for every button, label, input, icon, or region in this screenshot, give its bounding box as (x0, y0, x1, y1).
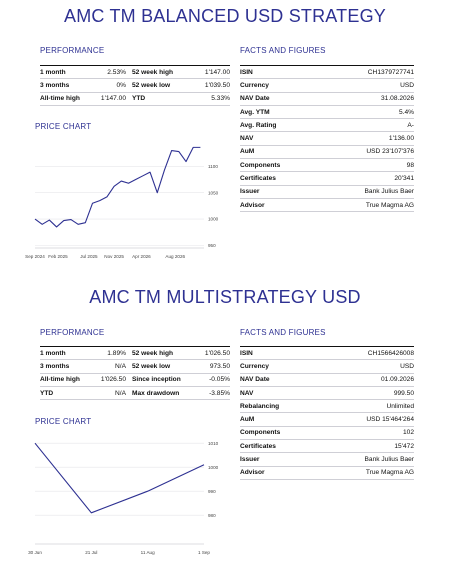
facts-label: ISIN (240, 66, 310, 79)
performance-row (40, 347, 230, 360)
performance-label: 52 week high (126, 347, 196, 360)
facts-label: NAV Date (240, 373, 310, 386)
facts-row (240, 360, 414, 373)
performance-value: 1'147.00 (196, 66, 230, 79)
facts-label: Avg. Rating (240, 119, 310, 132)
facts-row (240, 413, 414, 426)
facts-value: 1'136.00 (310, 132, 414, 145)
facts-row (240, 145, 414, 158)
facts-value: 98 (310, 159, 414, 172)
performance-label: 1 month (40, 66, 96, 79)
facts-value: USD (310, 79, 414, 92)
performance-row (40, 373, 230, 386)
facts-row (240, 119, 414, 132)
facts-row (240, 132, 414, 145)
x-tick-label: 1 Sep (197, 550, 211, 555)
performance-label: Max drawdown (126, 386, 196, 399)
facts-row (240, 185, 414, 198)
facts-value: CH1379727741 (310, 66, 414, 79)
performance-label: 3 months (40, 79, 96, 92)
facts-value: Bank Julius Baer (310, 453, 414, 466)
facts-label: AuM (240, 145, 310, 158)
performance-label: YTD (40, 386, 96, 399)
facts-value: 31.08.2026 (310, 92, 414, 105)
performance-value: 0% (96, 79, 126, 92)
x-tick-label: Nov 2025 (104, 254, 124, 259)
strategy-1-facts-label: FACTS AND FIGURES (240, 46, 326, 55)
performance-value: 1'147.00 (96, 92, 126, 105)
performance-label: 3 months (40, 360, 96, 373)
facts-label: Currency (240, 79, 310, 92)
strategy-1-price-chart-label: PRICE CHART (35, 122, 92, 131)
y-tick-label: 1000 (208, 216, 219, 222)
x-tick-label: Sep 2024 (25, 254, 45, 259)
y-tick-label: 1000 (208, 464, 219, 470)
facts-label: NAV Date (240, 92, 310, 105)
facts-value: 5.4% (310, 105, 414, 118)
y-tick-label: 990 (208, 488, 216, 494)
x-tick-label: Aug 2026 (165, 254, 186, 259)
performance-value: N/A (96, 360, 126, 373)
facts-value: USD (310, 360, 414, 373)
strategy-2-facts-table (240, 346, 414, 480)
facts-row (240, 426, 414, 439)
facts-row (240, 198, 414, 211)
facts-label: Components (240, 426, 310, 439)
facts-label: Components (240, 159, 310, 172)
facts-value: 01.09.2026 (310, 373, 414, 386)
facts-row (240, 347, 414, 360)
facts-row (240, 66, 414, 79)
y-tick-label: 950 (208, 242, 216, 248)
performance-row (40, 79, 230, 92)
x-tick-label: Feb 2025 (48, 254, 68, 259)
performance-row (40, 92, 230, 105)
performance-label: Since inception (126, 373, 196, 386)
x-tick-label: 21 Jul (85, 550, 98, 555)
strategy-1-price-chart (25, 134, 228, 264)
facts-label: Issuer (240, 185, 310, 198)
facts-value: 15'472 (310, 440, 414, 453)
performance-value: 973.50 (196, 360, 230, 373)
strategy-2-price-chart-label: PRICE CHART (35, 417, 92, 426)
performance-row (40, 360, 230, 373)
facts-row (240, 172, 414, 185)
facts-label: NAV (240, 132, 310, 145)
facts-label: Rebalancing (240, 400, 310, 413)
facts-label: Avg. YTM (240, 105, 310, 118)
facts-value: Bank Julius Baer (310, 185, 414, 198)
strategy-2-title: AMC TM MULTISTRATEGY USD (89, 287, 361, 307)
facts-value: USD 23'107'376 (310, 145, 414, 158)
performance-value: 2.53% (96, 66, 126, 79)
performance-value: 1'026.50 (96, 373, 126, 386)
strategy-1-facts-table (240, 65, 414, 212)
performance-value: 1'026.50 (196, 347, 230, 360)
x-tick-label: 30 Jun (28, 550, 42, 555)
performance-value: -3.85% (196, 386, 230, 399)
strategy-1-performance-table (40, 65, 230, 106)
facts-label: NAV (240, 386, 310, 399)
facts-row (240, 453, 414, 466)
facts-value: 20'341 (310, 172, 414, 185)
facts-label: Advisor (240, 198, 310, 211)
facts-value: A- (310, 119, 414, 132)
performance-value: 1.89% (96, 347, 126, 360)
facts-label: Issuer (240, 453, 310, 466)
facts-value: 102 (310, 426, 414, 439)
performance-value: -0.05% (196, 373, 230, 386)
performance-label: All-time high (40, 373, 96, 386)
performance-row (40, 386, 230, 399)
facts-label: ISIN (240, 347, 310, 360)
strategy-2-performance-table (40, 346, 230, 400)
facts-label: AuM (240, 413, 310, 426)
y-tick-label: 1010 (208, 440, 219, 446)
facts-row (240, 440, 414, 453)
performance-label: YTD (126, 92, 196, 105)
facts-row (240, 105, 414, 118)
facts-value: CH1566426008 (310, 347, 414, 360)
facts-row (240, 386, 414, 399)
facts-label: Certificates (240, 172, 310, 185)
facts-value: USD 15'464'264 (310, 413, 414, 426)
x-tick-label: Apr 2026 (132, 254, 151, 259)
performance-label: All-time high (40, 92, 96, 105)
performance-row (40, 66, 230, 79)
strategy-1-performance-label: PERFORMANCE (40, 46, 105, 55)
y-tick-label: 980 (208, 512, 216, 518)
y-tick-label: 1100 (208, 163, 218, 169)
performance-value: 1'039.50 (196, 79, 230, 92)
performance-label: 1 month (40, 347, 96, 360)
facts-label: Certificates (240, 440, 310, 453)
performance-label: 52 week low (126, 360, 196, 373)
y-tick-label: 1050 (208, 190, 219, 196)
performance-value: N/A (96, 386, 126, 399)
facts-row (240, 466, 414, 479)
x-tick-label: 11 Aug (140, 550, 155, 555)
performance-label: 52 week high (126, 66, 196, 79)
performance-value: 5.33% (196, 92, 230, 105)
facts-row (240, 373, 414, 386)
facts-row (240, 92, 414, 105)
strategy-1-title: AMC TM BALANCED USD STRATEGY (64, 6, 386, 26)
strategy-2-facts-label: FACTS AND FIGURES (240, 328, 326, 337)
facts-value: True Magma AG (310, 466, 414, 479)
facts-label: Currency (240, 360, 310, 373)
facts-row (240, 400, 414, 413)
strategy-2-performance-label: PERFORMANCE (40, 328, 105, 337)
facts-label: Advisor (240, 466, 310, 479)
facts-row (240, 159, 414, 172)
performance-label: 52 week low (126, 79, 196, 92)
strategy-2-price-chart (28, 430, 228, 560)
facts-value: Unlimited (310, 400, 414, 413)
facts-value: True Magma AG (310, 198, 414, 211)
facts-row (240, 79, 414, 92)
price-series-line (35, 147, 200, 227)
facts-value: 999.50 (310, 386, 414, 399)
price-series-line (35, 443, 204, 513)
x-tick-label: Jul 2025 (80, 254, 98, 259)
